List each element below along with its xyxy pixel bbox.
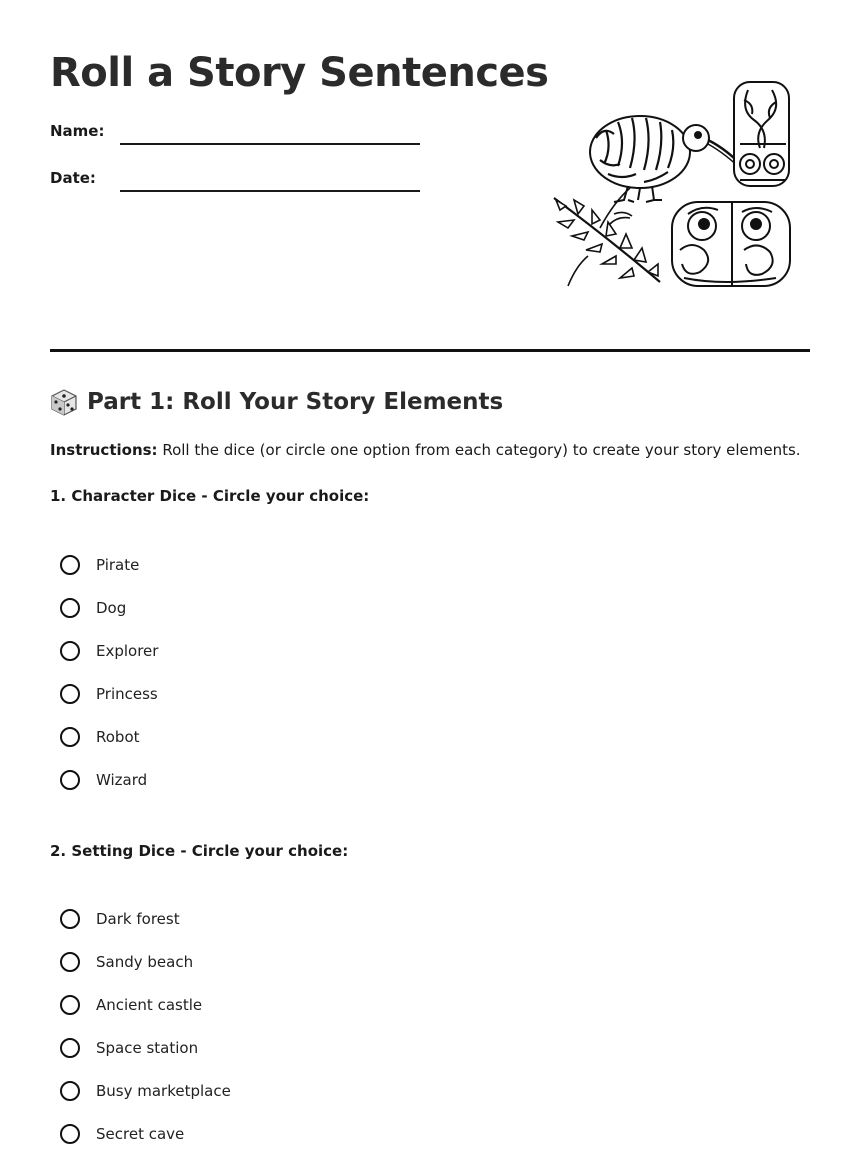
instructions (50, 441, 801, 459)
instructions-label: Instructions: (50, 441, 158, 459)
option-label: Secret cave (96, 1125, 185, 1143)
list-item[interactable] (60, 993, 202, 1017)
list-item[interactable] (60, 553, 139, 577)
nz-illustration (548, 78, 793, 290)
option-label: Explorer (96, 642, 159, 660)
option-label: Ancient castle (96, 996, 203, 1014)
option-label: Space station (96, 1039, 199, 1057)
radio-button[interactable] (60, 1124, 80, 1144)
section-heading-text: Part 1: Roll Your Story Elements (87, 389, 504, 415)
date-input-line[interactable] (120, 190, 420, 192)
radio-button[interactable] (60, 1038, 80, 1058)
list-item[interactable] (60, 596, 126, 620)
game-die-icon (50, 388, 78, 416)
radio-button[interactable] (60, 909, 80, 929)
option-label: Wizard (96, 771, 148, 789)
list-item[interactable] (60, 639, 158, 663)
koru-carving-icon (734, 82, 789, 186)
option-label: Dark forest (96, 910, 180, 928)
list-item[interactable] (60, 768, 147, 792)
date-label: Date: (50, 169, 96, 187)
option-label: Dog (96, 599, 127, 617)
page-title: Roll a Story Sentences (50, 50, 549, 96)
radio-button[interactable] (60, 952, 80, 972)
instructions-text: Roll the dice (or circle one option from each category) to create your story elements. (157, 441, 801, 459)
setting-question: 2. Setting Dice - Circle your choice: (50, 842, 349, 860)
radio-button[interactable] (60, 555, 80, 575)
list-item[interactable] (60, 1079, 231, 1103)
radio-button[interactable] (60, 770, 80, 790)
tiki-face-icon (672, 202, 790, 286)
radio-button[interactable] (60, 1081, 80, 1101)
character-question: 1. Character Dice - Circle your choice: (50, 487, 370, 505)
option-label: Robot (96, 728, 140, 746)
radio-button[interactable] (60, 641, 80, 661)
list-item[interactable] (60, 1036, 198, 1060)
option-label: Princess (96, 685, 158, 703)
kiwi-bird-icon (590, 116, 746, 202)
list-item[interactable] (60, 950, 193, 974)
section-heading (50, 388, 503, 416)
list-item[interactable] (60, 682, 158, 706)
radio-button[interactable] (60, 598, 80, 618)
name-input-line[interactable] (120, 143, 420, 145)
radio-button[interactable] (60, 684, 80, 704)
option-label: Pirate (96, 556, 140, 574)
name-label: Name: (50, 122, 105, 140)
list-item[interactable] (60, 725, 140, 749)
radio-button[interactable] (60, 995, 80, 1015)
option-label: Sandy beach (96, 953, 194, 971)
option-label: Busy marketplace (96, 1082, 231, 1100)
section-divider (50, 349, 810, 352)
radio-button[interactable] (60, 727, 80, 747)
fern-frond-icon (554, 188, 660, 286)
list-item[interactable] (60, 1122, 184, 1146)
list-item[interactable] (60, 907, 180, 931)
